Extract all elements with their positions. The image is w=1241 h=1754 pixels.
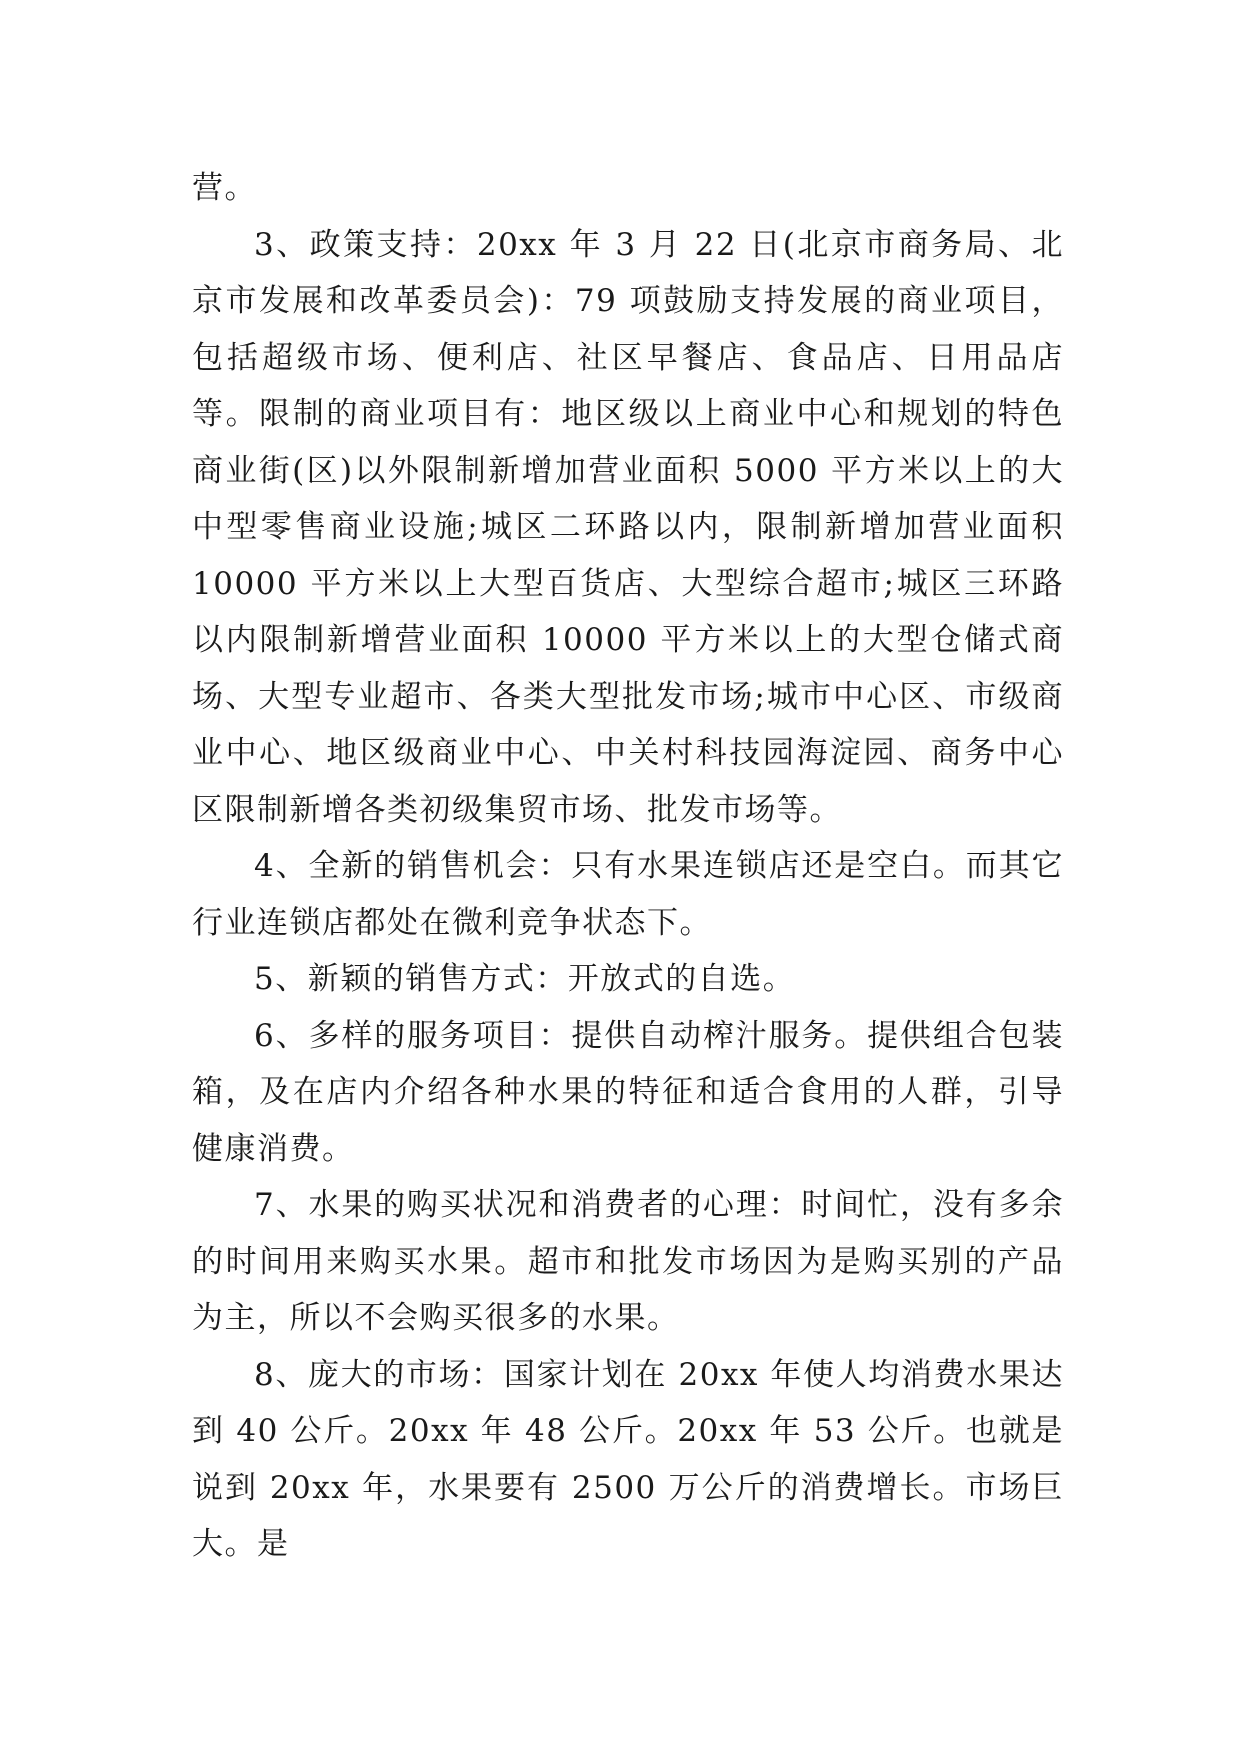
paragraph-sales-opportunity: 4、全新的销售机会：只有水果连锁店还是空白。而其它行业连锁店都处在微利竞争状态下。 — [192, 848, 1064, 941]
paragraph-market-size: 8、庞大的市场：国家计划在 20xx 年使人均消费水果达到 40 公斤。20xx 年 48 公斤。20xx 年 53 公斤。也就是说到 20xx 年，水果要有 2500 万公斤的消费增长。市场巨大。是 — [192, 1356, 1064, 1562]
paragraph-service-items: 6、多样的服务项目：提供自动榨汁服务。提供组合包装箱，及在店内介绍各种水果的特征和适合食用的人群，引导健康消费。 — [192, 1017, 1064, 1167]
paragraph-consumer-psychology: 7、水果的购买状况和消费者的心理：时间忙，没有多余的时间用来购买水果。超市和批发市场因为是购买别的产品为主，所以不会购买很多的水果。 — [192, 1187, 1064, 1336]
paragraph-policy-support: 3、政策支持：20xx 年 3 月 22 日(北京市商务局、北京市发展和改革委员会)：79 项鼓励支持发展的商业项目，包括超级市场、便利店、社区早餐店、食品店、日用品店等。限制的商业项目有：地区级以上商业中心和规划的特色商业街(区)以外限制新增加营业面积 5000 平方米以上的大中型零售商业设施;城区二环路以内，限制新增加营业面积 10000 平方米以上大型百货店、大型综合超市;城区三环路以内限制新增营业面积 10000 平方米以上的大型仓储式商场、大型专业超市、各类大型批发市场;城市中心区、市级商业中心、地区级商业中心、中关村科技园海淀园、商务中心区限制新增各类初级集贸市场、批发市场等。 — [192, 226, 1064, 828]
paragraph-sales-method: 5、新颖的销售方式：开放式的自选。 — [254, 961, 796, 997]
paragraph-continuation: 营。 — [192, 170, 257, 206]
document-page — [192, 160, 1064, 1573]
